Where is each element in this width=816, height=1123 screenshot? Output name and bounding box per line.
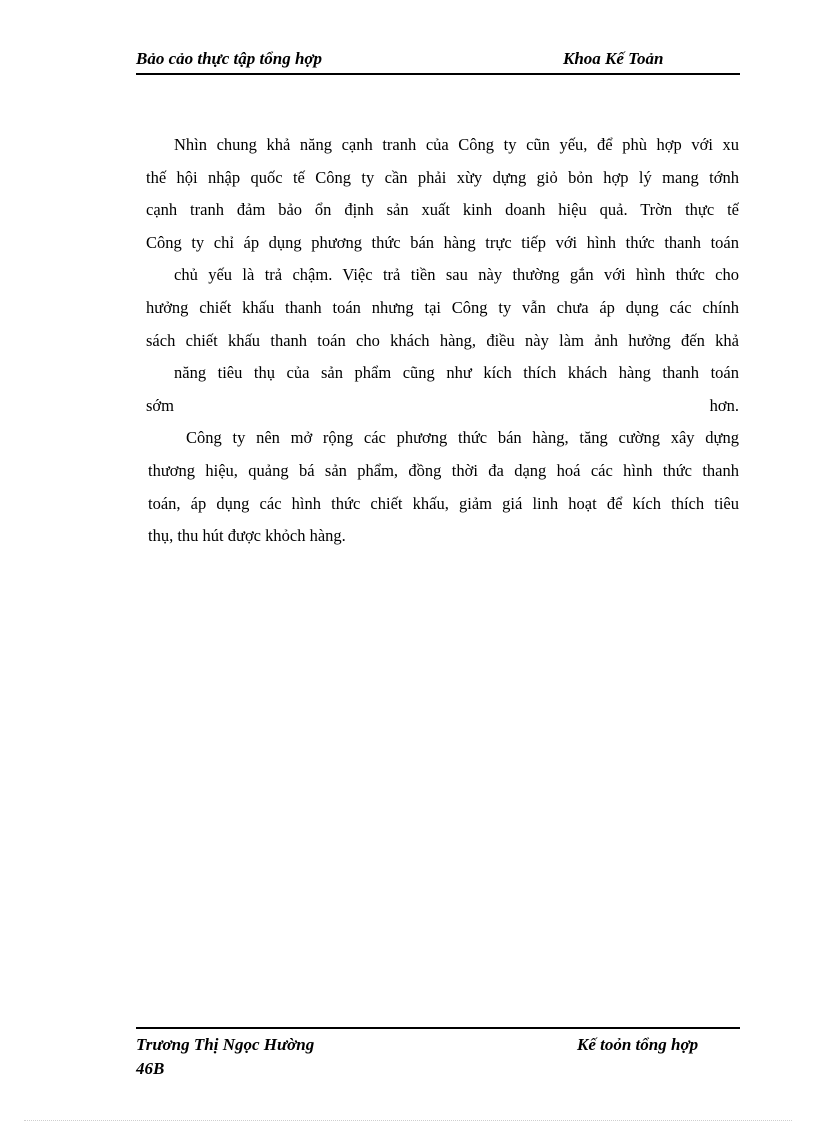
bottom-dotted-rule — [24, 1120, 792, 1121]
split-word-left: sớm — [146, 395, 174, 415]
split-word-right: hơn. — [709, 395, 739, 415]
footer-subject: Kế toỏn tổng hợp — [577, 1035, 699, 1054]
header-report-title: Bảo cảo thực tập tổng hợp — [136, 49, 323, 68]
page-header — [136, 47, 740, 75]
text-line: thụ, thu hút được khỏch hàng. — [148, 526, 346, 546]
text-line: hưởng chiết khấu thanh toán nhưng tại Công ty vẫn chưa áp dụng các chính — [146, 297, 739, 317]
text-line: năng tiêu thụ của sản phẩm cũng như kích thích khách hàng thanh toán — [174, 363, 739, 383]
footer-author: Trương Thị Ngọc Hường — [136, 1035, 315, 1054]
text-line: thương hiệu, quảng bá sản phẩm, đồng thời đa dạng hoá các hình thức thanh — [148, 460, 739, 480]
footer-class-code: 46B — [136, 1059, 165, 1078]
text-line-split — [146, 390, 739, 423]
text-line: chủ yếu là trả chậm. Việc trả tiền sau này thường gắn với hình thức cho — [174, 265, 739, 285]
text-line: sách chiết khấu thanh toán cho khách hàng, điều này làm ảnh hưởng đến khả — [146, 330, 739, 350]
text-line: thế hội nhập quốc tế Công ty cần phải xừy dựng giỏ bỏn hợp lý mang tớnh — [146, 167, 739, 187]
body-text — [146, 129, 739, 553]
text-line: toán, áp dụng các hình thức chiết khấu, giảm giá linh hoạt để kích thích tiêu — [148, 493, 739, 513]
header-faculty: Khoa Kế Toản — [563, 49, 664, 68]
text-line: Nhìn chung khả năng cạnh tranh của Công ty cũn yếu, để phù hợp với xu — [174, 135, 739, 154]
text-line: Công ty nên mở rộng các phương thức bán hàng, tăng cường xây dựng — [186, 428, 739, 448]
text-line: cạnh tranh đảm bảo ổn định sản xuất kinh doanh hiệu quả. Trờn thực tế — [146, 200, 739, 220]
page-footer — [136, 1027, 740, 1083]
text-line: Công ty chỉ áp dụng phương thức bán hàng trực tiếp với hình thức thanh toán — [146, 232, 739, 252]
